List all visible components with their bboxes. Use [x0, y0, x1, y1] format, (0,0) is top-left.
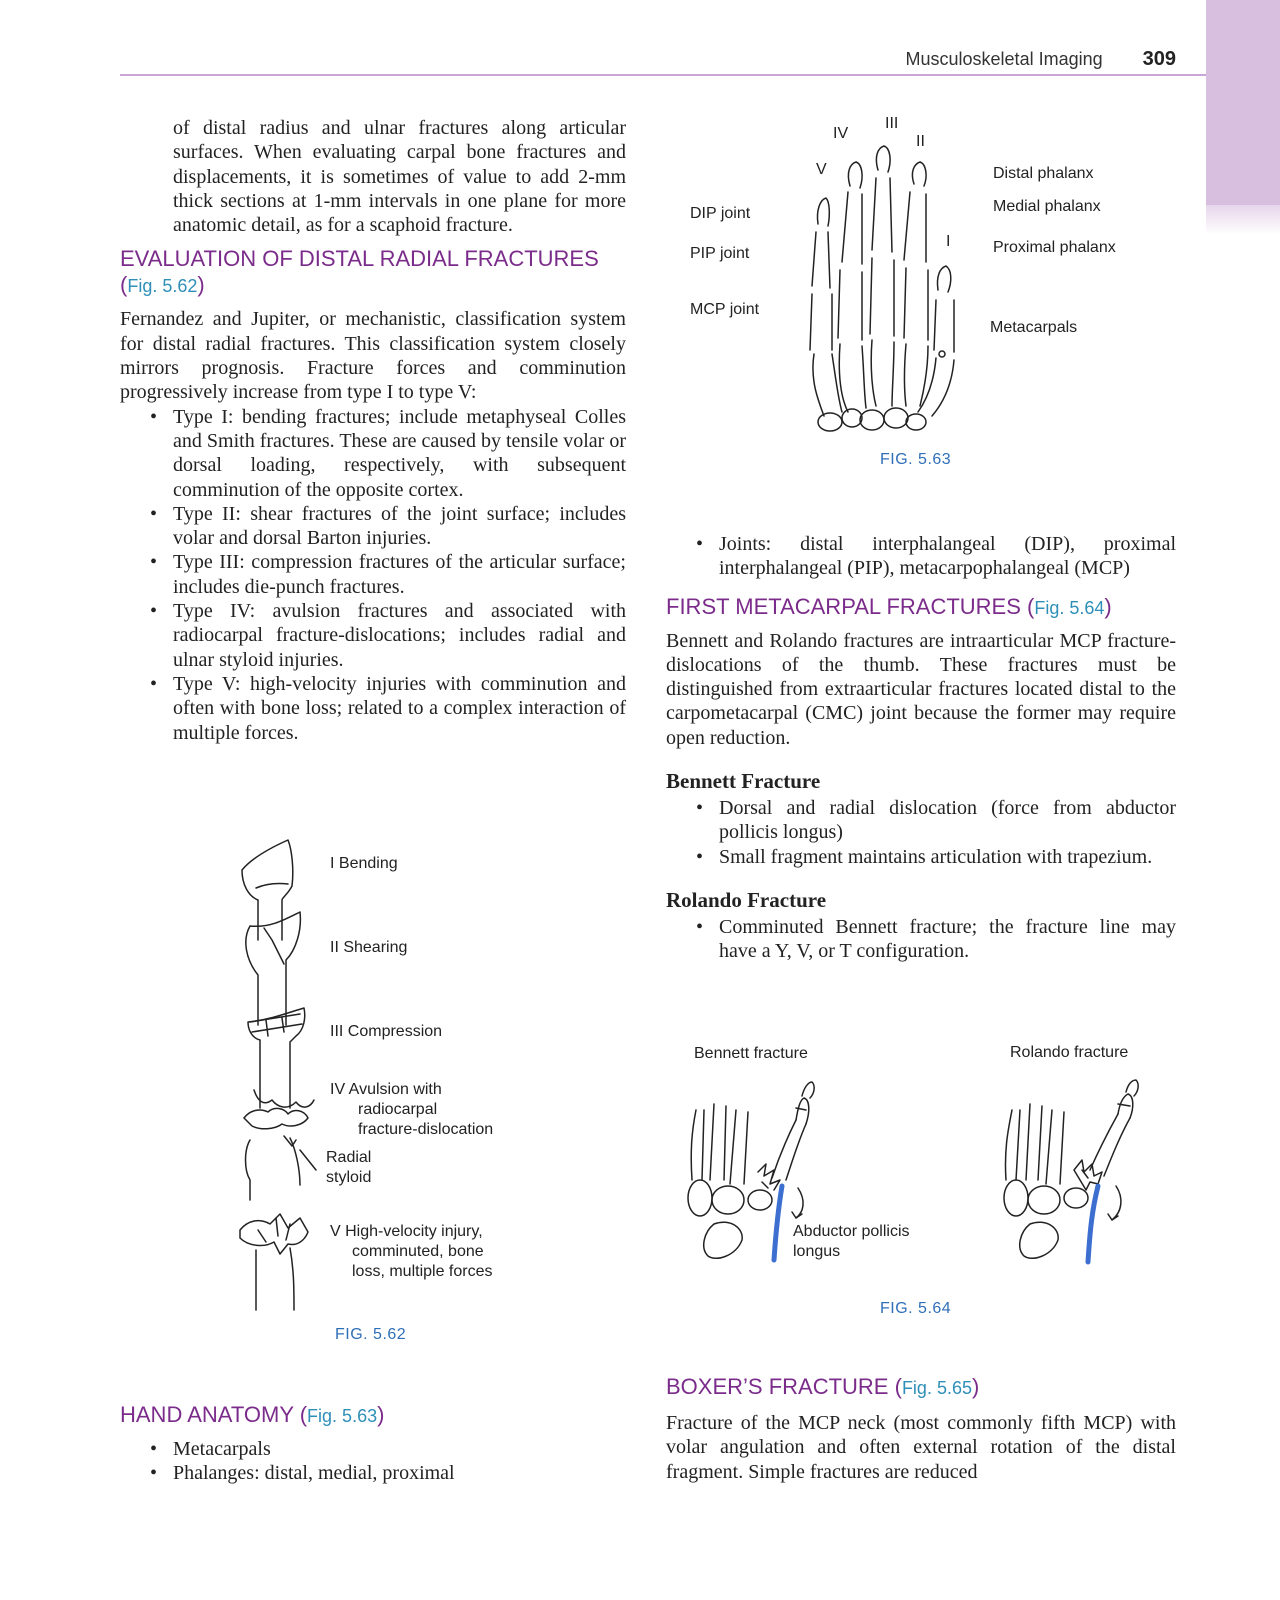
digit-label-IV: IV — [833, 125, 849, 142]
list-item: • Joints: distal interphalangeal (DIP), proximal interphalangeal (PIP), metacarpophalangeal (MCP) — [666, 532, 1176, 581]
list-item: • Comminuted Bennett fracture; the fracture line may have a Y, V, or T configuration. — [666, 915, 1176, 964]
thumb-index-tab — [1206, 0, 1280, 205]
bullet-list-fracture-types — [120, 405, 626, 745]
label-line: Radial — [326, 1149, 372, 1166]
section-title: BOXER’S FRACTURE — [666, 1374, 889, 1399]
bullet-list-hand-anatomy — [120, 1437, 626, 1486]
bullet-list-joints — [666, 532, 1176, 581]
label-line: Abductor pollicis — [793, 1223, 910, 1240]
list-item: • Type IV: avulsion fractures and associated with radiocarpal fracture-dislocations; includes radial and ulnar styloid injuries. — [120, 599, 626, 672]
intro-paragraph: of distal radius and ulnar fractures along articular surfaces. When evaluating carpal bone fractures and displacements, it is sometimes of value to add 2-mm thick sections at 1-mm intervals in one plane for more anatomic detail, as for a scaphoid fracture. — [173, 117, 626, 237]
body-paragraph: Fernandez and Jupiter, or mechanistic, classification system for distal radial fractures. This classification system closely mirrors prognosis. Fracture forces and comminution progressively increase from type I to type V: — [120, 308, 626, 404]
label-proximal-phalanx: Proximal phalanx — [993, 239, 1116, 256]
label-line: fracture-dislocation — [358, 1121, 494, 1138]
label-line: IV Avulsion with — [330, 1081, 442, 1098]
section-heading-first-metacarpal: FIRST METACARPAL FRACTURES (Fig. 5.64) — [666, 593, 1112, 619]
list-item: • Type I: bending fractures; include metaphyseal Colles and Smith fractures. These are caused by tensile volar or dorsal loading, respectively, with subsequent comminution of the opposite cortex. — [120, 405, 626, 502]
body-paragraph: Bennett and Rolando fractures are intraarticular MCP fracture-dislocations of the thumb. These fractures must be distinguished from extraarticular fractures located distal to the carpometacarpal (CMC) joint because the former may require open reduction. — [666, 629, 1176, 749]
section-heading-hand-anatomy: HAND ANATOMY (Fig. 5.63) — [120, 1402, 385, 1427]
digit-label-V: V — [816, 161, 827, 178]
digit-label-I: I — [946, 233, 951, 250]
fig-5-62-illustration — [230, 840, 340, 1320]
label-line: styloid — [326, 1169, 372, 1186]
bullet-list-rolando — [666, 915, 1176, 964]
list-item: • Type III: compression fractures of the articular surface; includes die-punch fractures. — [120, 550, 626, 599]
label-avulsion — [330, 1080, 493, 1140]
thumb-index-tab-fade — [1206, 205, 1280, 235]
list-item: • Metacarpals — [120, 1437, 626, 1461]
subheading-rolando: Rolando Fracture — [666, 887, 827, 912]
figure-ref-link[interactable]: Fig. 5.64 — [1034, 597, 1105, 618]
label-high-velocity — [330, 1222, 493, 1282]
label-medial-phalanx: Medial phalanx — [993, 198, 1101, 215]
bullet-list-bennett — [666, 796, 1176, 869]
label-radial-styloid — [326, 1148, 371, 1188]
header-rule — [120, 74, 1206, 76]
label-bennett-fracture: Bennett fracture — [694, 1045, 808, 1062]
running-title: Musculoskeletal Imaging — [905, 49, 1103, 69]
label-mcp-joint: MCP joint — [690, 301, 760, 318]
body-paragraph: Fracture of the MCP neck (most commonly fifth MCP) with volar angulation and often external rotation of the distal fragment. Simple fractures are reduced — [666, 1412, 1176, 1483]
list-item: • Type V: high-velocity injuries with comminution and often with bone loss; related to a complex interaction of multiple forces. — [120, 672, 626, 745]
list-item: • Dorsal and radial dislocation (force from abductor pollicis longus) — [666, 796, 1176, 845]
label-line: radiocarpal — [358, 1101, 438, 1118]
label-rolando-fracture: Rolando fracture — [1010, 1044, 1129, 1061]
left-column — [120, 116, 626, 745]
label-bending: I Bending — [330, 855, 398, 872]
label-shearing: II Shearing — [330, 939, 408, 956]
digit-label-II: II — [916, 133, 925, 150]
digit-label-III: III — [885, 115, 899, 132]
figure-ref-link[interactable]: Fig. 5.63 — [307, 1406, 378, 1426]
section-title: EVALUATION OF DISTAL RADIAL FRACTURES — [120, 246, 599, 272]
left-column-bottom — [120, 1402, 626, 1486]
right-column-bottom — [666, 1374, 1176, 1484]
label-line: loss, multiple forces — [352, 1263, 493, 1280]
figure-caption-5-64: FIG. 5.64 — [880, 1300, 952, 1317]
figure-ref-link[interactable]: Fig. 5.62 — [127, 276, 198, 297]
page-number: 309 — [1142, 48, 1176, 70]
running-header — [780, 48, 1176, 71]
figure-caption-5-63: FIG. 5.63 — [880, 451, 952, 468]
label-pip-joint: PIP joint — [690, 245, 750, 262]
label-distal-phalanx: Distal phalanx — [993, 165, 1094, 182]
list-item: • Small fragment maintains articulation with trapezium. — [666, 845, 1176, 869]
label-abductor-pollicis-longus — [793, 1222, 910, 1262]
section-heading-boxers-fracture: BOXER’S FRACTURE (Fig. 5.65) — [666, 1374, 980, 1399]
fig-5-63-hand-illustration — [810, 140, 980, 440]
label-compression: III Compression — [330, 1023, 443, 1040]
list-item: • Type II: shear fractures of the joint surface; includes volar and dorsal Barton injuries. — [120, 502, 626, 551]
label-metacarpals: Metacarpals — [990, 319, 1078, 336]
section-title: FIRST METACARPAL FRACTURES — [666, 593, 1021, 619]
figure-caption-5-62: FIG. 5.62 — [335, 1326, 407, 1343]
subheading-bennett: Bennett Fracture — [666, 769, 821, 794]
right-column — [666, 532, 1176, 964]
label-line: comminuted, bone — [352, 1243, 484, 1260]
label-line: longus — [793, 1243, 841, 1260]
section-heading-distal-radial: EVALUATION OF DISTAL RADIAL FRACTURES (Fig. 5.62) — [120, 246, 599, 298]
section-title: HAND ANATOMY — [120, 1402, 294, 1427]
list-item: • Phalanges: distal, medial, proximal — [120, 1461, 626, 1485]
figure-ref-link[interactable]: Fig. 5.65 — [901, 1378, 972, 1398]
label-dip-joint: DIP joint — [690, 205, 751, 222]
fig-5-64-rolando-illustration — [1000, 1080, 1170, 1270]
label-line: V High-velocity injury, — [330, 1223, 483, 1240]
